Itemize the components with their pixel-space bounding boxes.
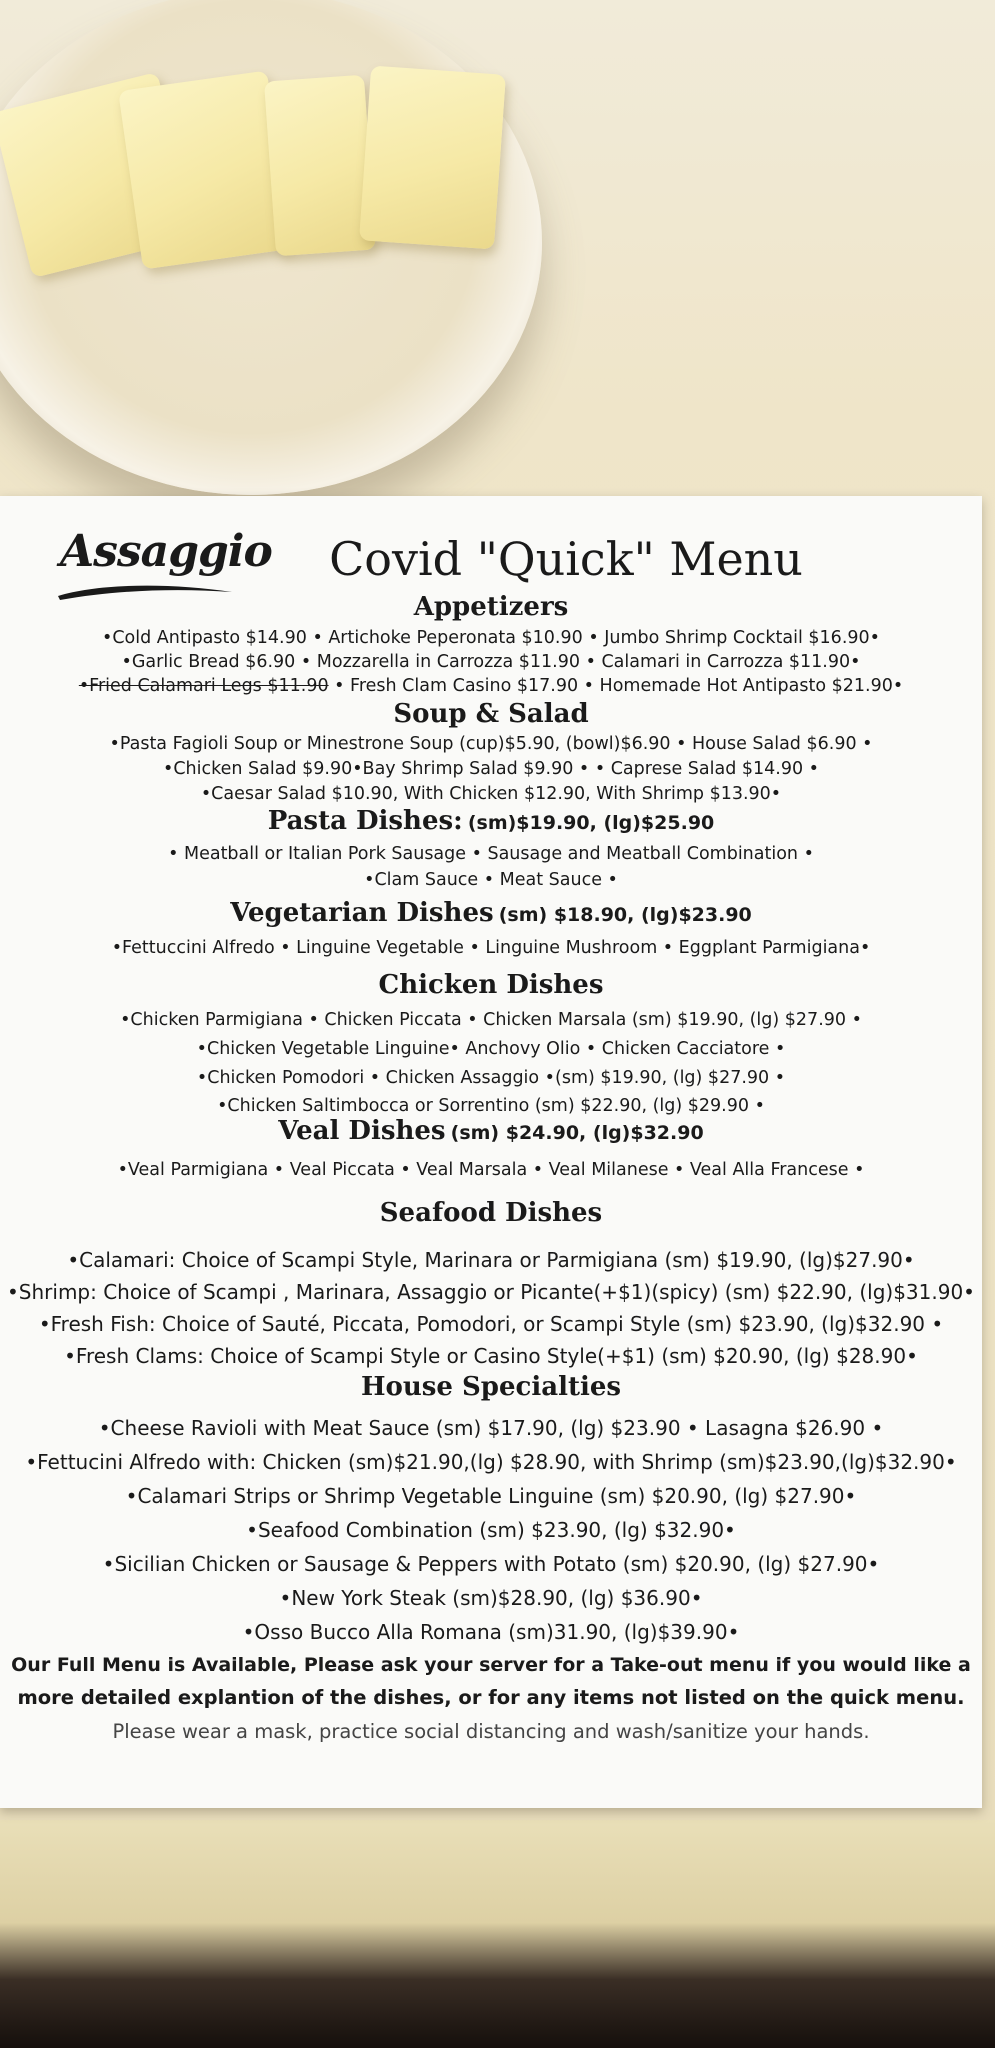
soup-salad-line-2: •Chicken Salad $9.90•Bay Shrimp Salad $9.90 • • Caprese Salad $14.90 • [163,759,819,779]
house-line-4: •Seafood Combination (sm) $23.90, (lg) $32.90• [246,1518,736,1542]
veal-line-1: •Veal Parmigiana • Veal Piccata • Veal Marsala • Veal Milanese • Veal Alla Francese • [117,1160,865,1180]
chicken-line-4: •Chicken Saltimbocca or Sorrentino (sm) $22.90, (lg) $29.90 • [217,1096,765,1116]
vegetarian-price: (sm) $18.90, (lg)$23.90 [498,904,752,926]
chicken-heading: Chicken Dishes [378,970,604,1000]
house-line-1: •Cheese Ravioli with Meat Sauce (sm) $17.90, (lg) $23.90 • Lasagna $26.90 • [98,1416,884,1440]
soup-salad-line-3: •Caesar Salad $10.90, With Chicken $12.90, With Shrimp $13.90• [200,784,782,804]
house-line-5: •Sicilian Chicken or Sausage & Peppers with Potato (sm) $20.90, (lg) $27.90• [102,1552,880,1576]
house-line-7: •Osso Bucco Alla Romana (sm)31.90, (lg)$39.90• [242,1620,740,1644]
chicken-line-1: •Chicken Parmigiana • Chicken Piccata • Chicken Marsala (sm) $19.90, (lg) $27.90 • [120,1010,862,1030]
pasta-price: (sm)$19.90, (lg)$25.90 [467,812,715,834]
footer-line-1: Our Full Menu is Available, Please ask your server for a Take-out menu if you would like a [11,1654,971,1676]
appetizers-heading: Appetizers [413,592,569,622]
seafood-line-2: •Shrimp: Choice of Scampi , Marinara, Assaggio or Picante(+$1)(spicy) (sm) $22.90, (lg)$31.90• [7,1280,975,1304]
veal-heading: Veal Dishes (sm) $24.90, (lg)$32.90 [278,1116,704,1146]
menu-title: Covid "Quick" Menu [329,532,803,586]
pasta-line-2: •Clam Sauce • Meat Sauce • [364,870,618,890]
butter-slice [359,66,506,250]
house-heading: House Specialties [360,1372,622,1402]
napkin [0,1820,995,2048]
appetizers-line-3 [0,676,982,696]
logo-text: Assaggio [60,526,272,577]
house-line-3: •Calamari Strips or Shrimp Vegetable Linguine (sm) $20.90, (lg) $27.90• [125,1484,857,1508]
chicken-line-3: •Chicken Pomodori • Chicken Assaggio •(sm) $19.90, (lg) $27.90 • [196,1068,786,1088]
seafood-line-1: •Calamari: Choice of Scampi Style, Marinara or Parmigiana (sm) $19.90, (lg)$27.90• [67,1248,915,1272]
seafood-line-3: •Fresh Fish: Choice of Sauté, Piccata, Pomodori, or Scampi Style (sm) $23.90, (lg)$32.90 • [38,1312,944,1336]
seafood-heading: Seafood Dishes [379,1198,603,1228]
appetizers-line-1: •Cold Antipasto $14.90 • Artichoke Peperonata $10.90 • Jumbo Shrimp Cocktail $16.90• [102,628,880,648]
soup-salad-line-1: •Pasta Fagioli Soup or Minestrone Soup (cup)$5.90, (bowl)$6.90 • House Salad $6.90 • [109,734,873,754]
house-line-6: •New York Steak (sm)$28.90, (lg) $36.90• [279,1586,703,1610]
seafood-line-4: •Fresh Clams: Choice of Scampi Style or Casino Style(+$1) (sm) $20.90, (lg) $28.90• [64,1344,918,1368]
struck-item: •Fried Calamari Legs $11.90 [78,676,329,696]
soup-salad-heading: Soup & Salad [393,699,589,729]
appetizers-line-3-rest: • Fresh Clam Casino $17.90 • Homemade Hot Antipasto $21.90• [328,676,904,696]
pasta-heading: Pasta Dishes: (sm)$19.90, (lg)$25.90 [267,806,715,836]
pasta-line-1: • Meatball or Italian Pork Sausage • Sausage and Meatball Combination • [168,844,814,864]
vegetarian-heading: Vegetarian Dishes (sm) $18.90, (lg)$23.90 [230,898,752,928]
menu-sheet [0,496,982,1808]
footer-note: Please wear a mask, practice social distancing and wash/sanitize your hands. [112,1720,870,1743]
chicken-line-2: •Chicken Vegetable Linguine• Anchovy Olio • Chicken Cacciatore • [196,1039,786,1059]
house-line-2: •Fettucini Alfredo with: Chicken (sm)$21.90,(lg) $28.90, with Shrimp (sm)$23.90,(lg)$32.90• [25,1450,957,1474]
vegetarian-line-1: •Fettuccini Alfredo • Linguine Vegetable • Linguine Mushroom • Eggplant Parmigiana• [111,938,871,958]
appetizers-line-2: •Garlic Bread $6.90 • Mozzarella in Carrozza $11.90 • Calamari in Carrozza $11.90• [121,652,861,672]
veal-price: (sm) $24.90, (lg)$32.90 [450,1122,704,1144]
footer-line-2: more detailed explantion of the dishes, or for any items not listed on the quick menu. [17,1686,965,1709]
